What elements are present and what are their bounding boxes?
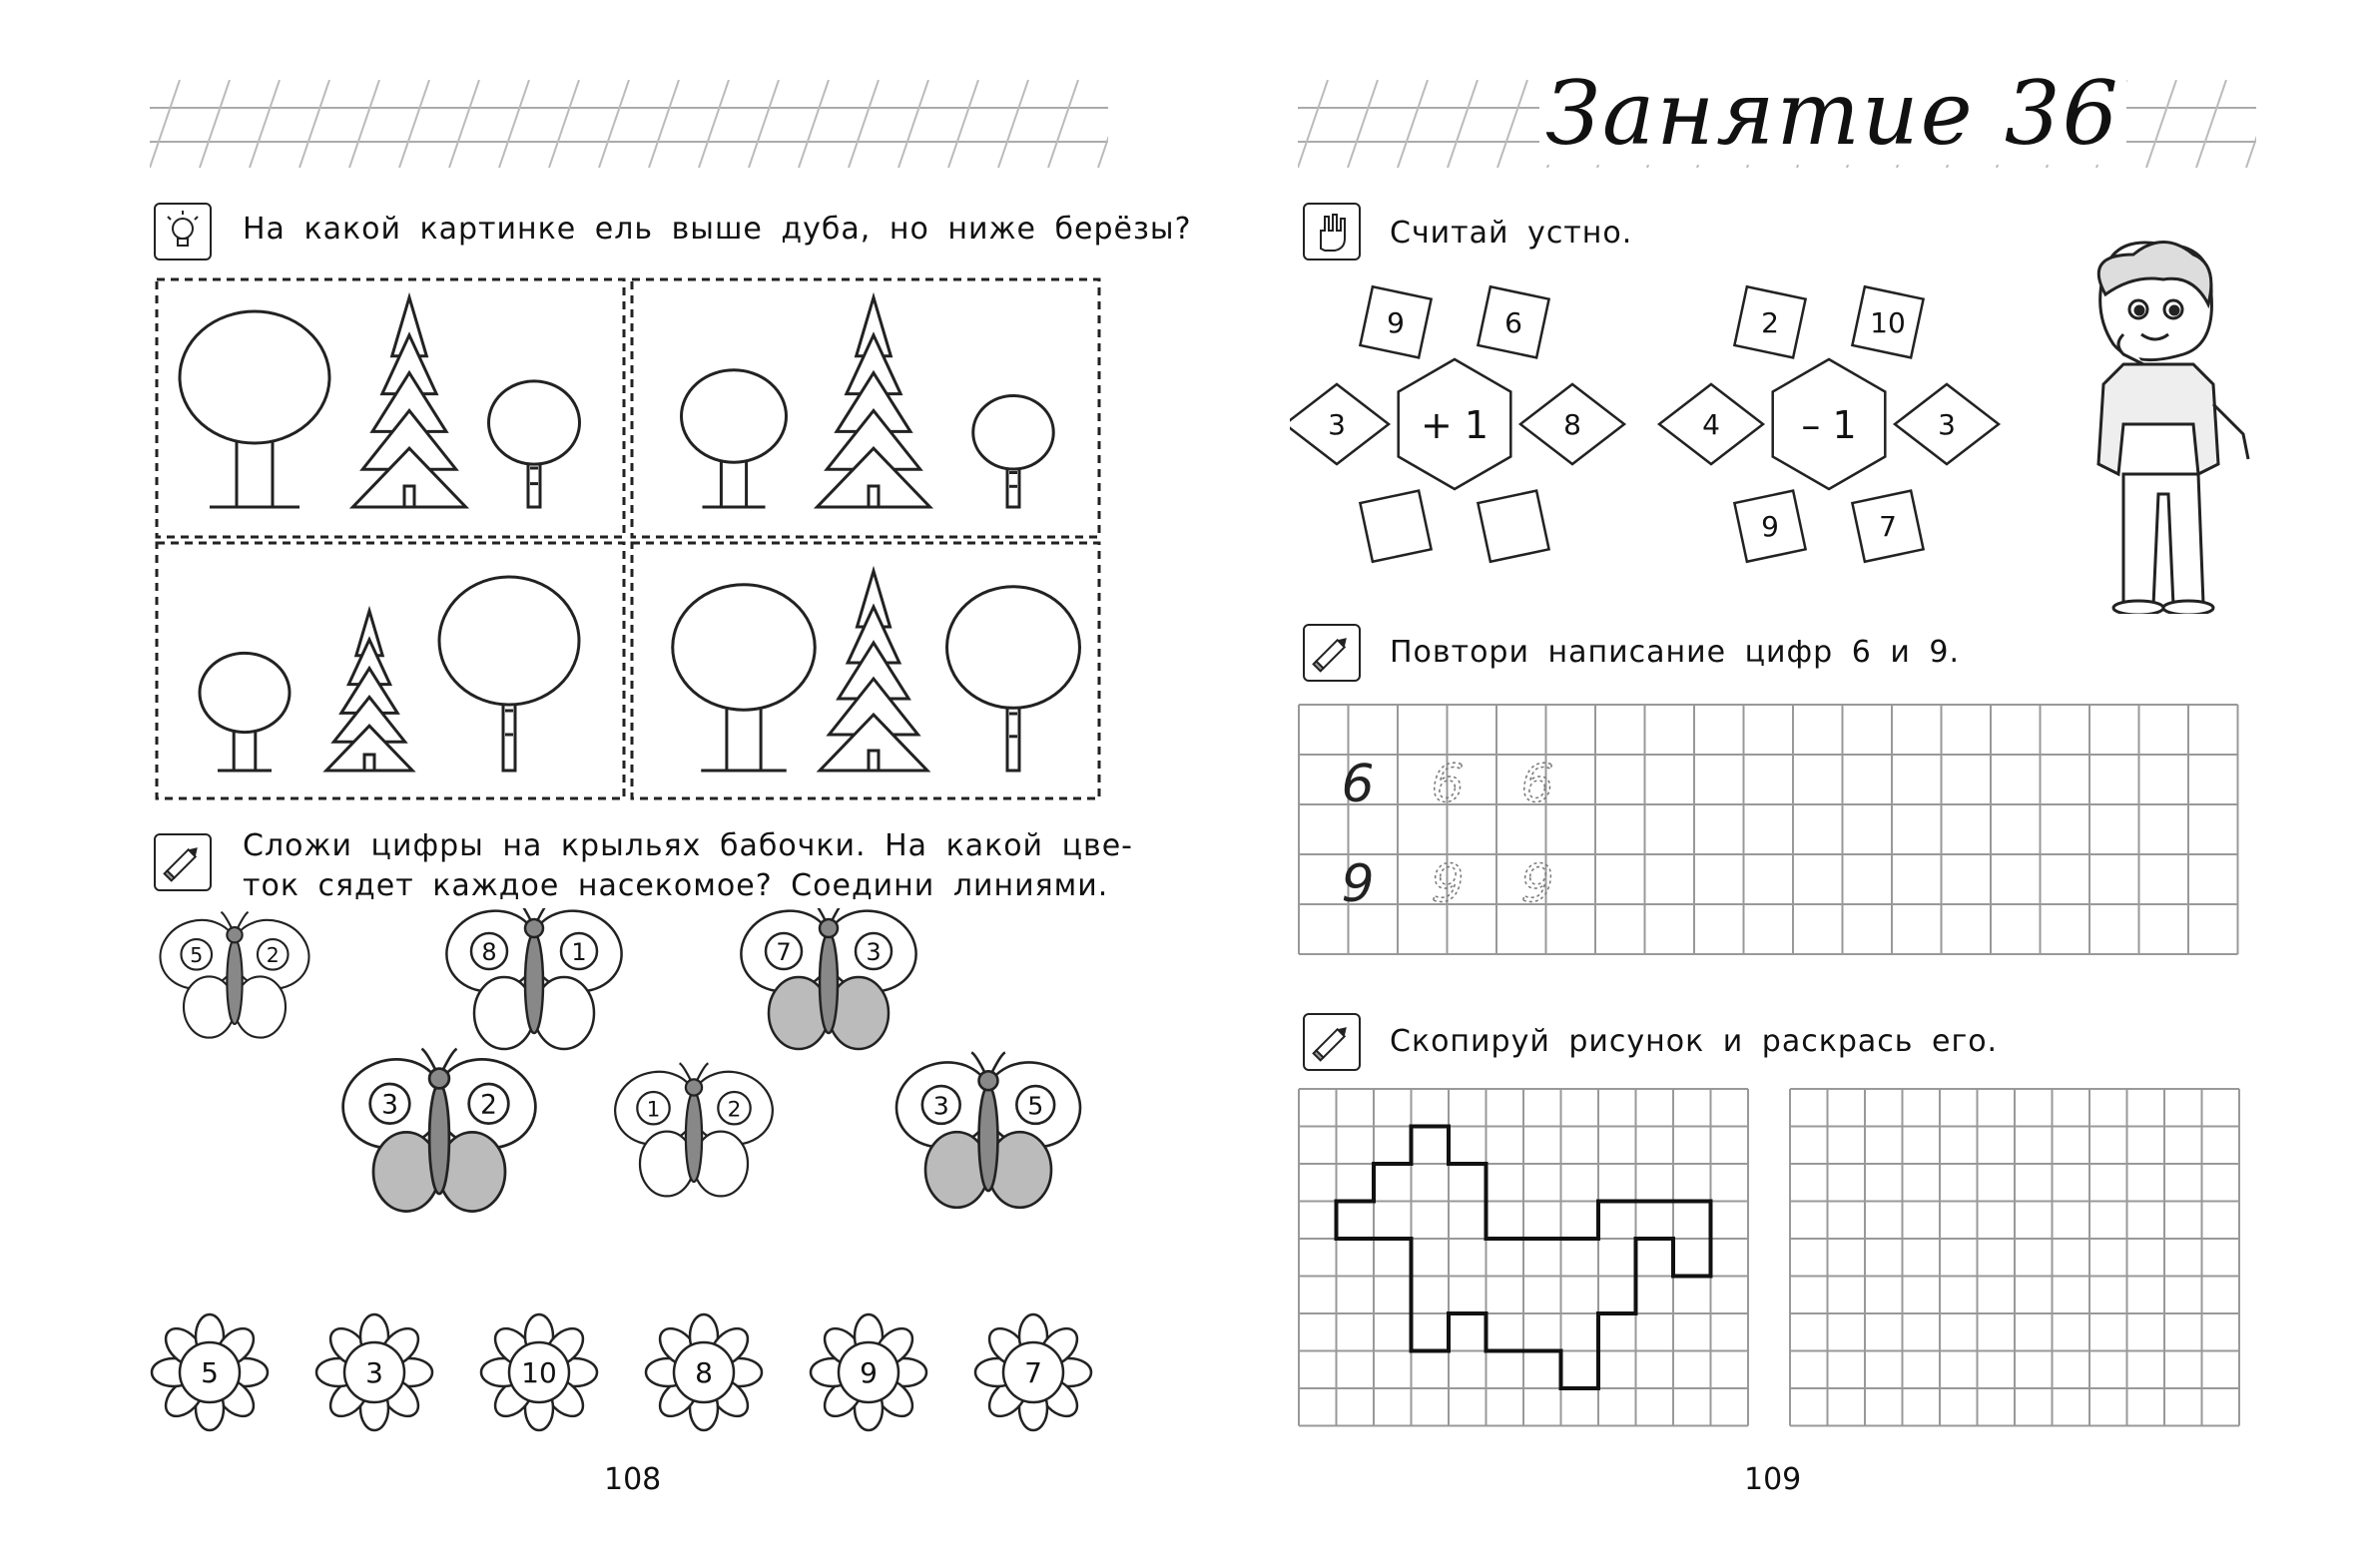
digit-sample: 9	[1341, 854, 1375, 914]
wing-number-left: 5	[190, 942, 204, 967]
butterflies-area	[150, 908, 1108, 1228]
wing-number-right: 1	[571, 938, 587, 966]
copy-grid-with-figure	[1298, 1088, 1757, 1437]
page-number: 108	[604, 1462, 662, 1497]
butterfly	[153, 911, 317, 1037]
header-ruling	[150, 80, 1108, 170]
task2-line2: ток сядет каждое насекомое? Соедини линиями.	[243, 868, 1109, 903]
flower-number: 5	[201, 1356, 219, 1389]
digit-sample: 9	[1431, 854, 1465, 914]
flower-number: 10	[521, 1356, 557, 1389]
digit-sample: 9	[1520, 854, 1554, 914]
star-ray-number: 9	[1761, 510, 1779, 544]
butterfly	[607, 1063, 781, 1197]
flower-number: 7	[1024, 1356, 1042, 1389]
wing-number-right: 2	[266, 942, 280, 967]
flower	[975, 1314, 1091, 1430]
star-ray-number: 9	[1387, 305, 1405, 339]
counting-stars	[1290, 269, 2049, 589]
lesson-title: Занятие 36	[1539, 62, 2126, 165]
boy-illustration	[2044, 235, 2263, 614]
star-ray-number: 2	[1761, 305, 1779, 339]
wing-number-left: 1	[646, 1097, 661, 1123]
star-operation: – 1	[1801, 403, 1857, 447]
star-ray-number: 7	[1879, 510, 1897, 544]
flower	[646, 1314, 762, 1430]
wing-number-left: 3	[381, 1089, 398, 1121]
wing-number-right: 2	[480, 1089, 497, 1121]
task1-text: На какой картинке ель выше дуба, но ниже берёзы?	[243, 212, 1192, 247]
digit-sample: 6	[1520, 755, 1554, 814]
star-ray-number: 3	[1328, 408, 1346, 441]
counting-star	[1659, 286, 1999, 562]
flower	[316, 1314, 432, 1430]
star-ray-number: 8	[1563, 408, 1581, 441]
writing-grid	[1298, 704, 2246, 955]
trees-grid	[155, 277, 1103, 802]
right-page	[1190, 0, 2380, 1561]
counting-hand-icon	[1303, 203, 1361, 260]
pencil-icon	[1303, 1013, 1361, 1071]
task2-line1: Сложи цифры на крыльях бабочки. На какой цве-	[243, 828, 1133, 863]
digit-sample: 6	[1341, 755, 1375, 814]
flower-number: 8	[695, 1356, 713, 1389]
star-ray-number: 4	[1702, 408, 1720, 441]
flowers-row	[150, 1307, 1108, 1437]
butterfly	[887, 1052, 1089, 1208]
star-ray-number: 3	[1938, 408, 1956, 441]
digit-sample: 6	[1431, 755, 1465, 814]
butterfly	[333, 1048, 546, 1211]
wing-number-left: 7	[776, 938, 792, 966]
butterfly	[732, 908, 925, 1049]
flower	[481, 1314, 597, 1430]
wing-number-right: 2	[727, 1097, 742, 1123]
flower	[811, 1314, 926, 1430]
wing-number-right: 5	[1027, 1091, 1044, 1121]
flower-number: 9	[860, 1356, 878, 1389]
page-number: 109	[1744, 1462, 1802, 1497]
wing-number-left: 8	[481, 938, 497, 966]
flower-number: 3	[365, 1356, 383, 1389]
butterfly	[437, 908, 631, 1049]
lightbulb-icon	[154, 203, 212, 260]
pencil-icon	[1303, 624, 1361, 682]
wing-number-left: 3	[932, 1091, 949, 1121]
pencil-icon	[154, 833, 212, 891]
task3-text: Скопируй рисунок и раскрась его.	[1390, 1024, 1999, 1059]
star-ray-number: 10	[1870, 305, 1906, 339]
wing-number-right: 3	[866, 938, 882, 966]
star-operation: + 1	[1420, 403, 1489, 447]
star-ray-number: 6	[1504, 305, 1522, 339]
copy-grid-empty	[1789, 1088, 2248, 1437]
task2-text: Повтори написание цифр 6 и 9.	[1390, 635, 1961, 670]
counting-star	[1290, 286, 1624, 562]
flower	[152, 1314, 268, 1430]
task1-text: Считай устно.	[1390, 216, 1633, 251]
